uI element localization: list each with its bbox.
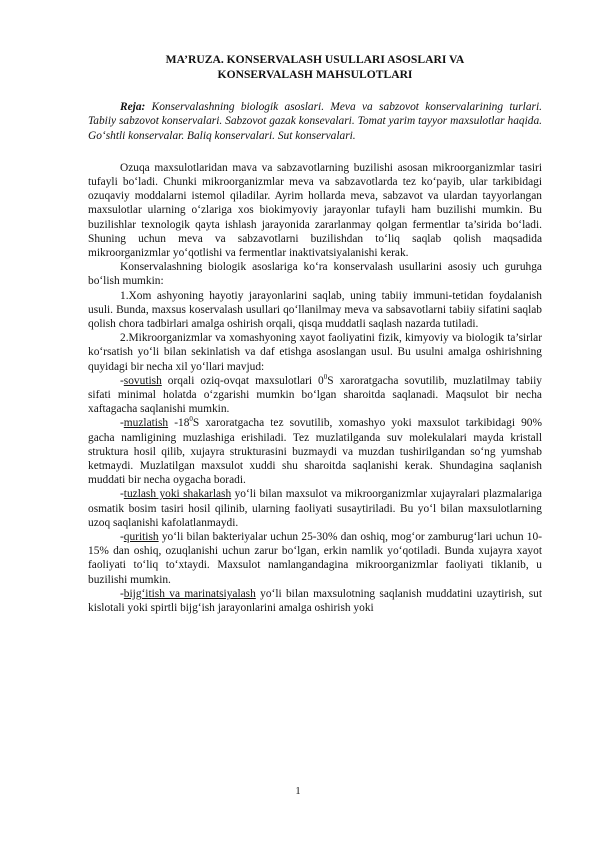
lecture-plan	[88, 100, 542, 143]
paragraph-method-2: 2.Mikroorganizmlar va xomashyoning xayot faoliyatini fizik, kimyoviy va biologik ta’sirlar ko‘rsatish yo‘li bilan sekinlatish va daf etishga asoslangan usul. Bu usulni amalga oshirishning quyidagi bir necha xil yo‘llari mavjud:	[88, 332, 542, 373]
dash: -	[120, 488, 124, 501]
paragraph-cooling	[88, 374, 542, 417]
term-freezing: muzlatish	[123, 417, 169, 430]
degree-sup: 0	[323, 373, 328, 382]
paragraph-fermenting	[88, 587, 542, 615]
fermenting-text: yo‘li bilan maxsulotning saqlanish muddatini uzaytirish, sut kislotali yoki spirtli bijg‘ish jarayonlarini amalga oshirish yoki	[88, 587, 542, 615]
plan-label: Reja:	[120, 101, 146, 114]
page-title	[88, 53, 542, 82]
dash: -	[120, 587, 124, 600]
title-line-1: MA’RUZA. KONSERVALASH USULLARI ASOSLARI VA	[165, 53, 465, 66]
page-number: 1	[295, 786, 301, 797]
plan-text: Konservalashning biologik asoslari. Meva va sabzovot konservalarining turlari. Tabiiy sabzovot konservalari. Sabzovot gazak konsevalari. Tomat yarim tayyor maxsulotlar haqida. Go‘shtli konservalar. Baliq konservalari. Sut konservalari.	[88, 101, 542, 142]
term-salting: tuzlash yoki shakarlash	[123, 488, 232, 501]
paragraph-method-1: 1.Xom ashyoning hayotiy jarayonlarini saqlab, uning tabiiy immuni-tetidan foydalanish usuli. Bunda, maxsus koservalash usullari qo‘llanilmay meva va sabsavotlarni tabiiy sifatini saqlab qolish chora tadbirlari amalga oshirish orqali, qisqa muddatli saqlash nazarda tutiladi.	[88, 289, 542, 331]
paragraph-drying	[88, 530, 542, 587]
paragraph-salting	[88, 487, 542, 530]
title-line-2: KONSERVALASH MAHSULOTLARI	[217, 67, 413, 81]
dash: -	[120, 374, 124, 387]
cooling-text-b: S xaroratgacha sovutilib, muzlatilmay tabiiy sifati minimal holatda o‘zgarishi mumkin bo‘lgan sharoitda saqlanadi. Maqsulot bir necha xaftagacha saqlanishi mumkin.	[88, 374, 542, 416]
degree-sup: 0	[189, 415, 193, 424]
freezing-text-a: -18	[174, 417, 190, 430]
term-fermenting: bijg‘itish va marinatsiyalash	[123, 587, 256, 600]
dash: -	[120, 417, 124, 430]
salting-text: yo‘li bilan maxsulot va mikroorganizmlar xujayralari plazmalariga osmatik bosim tasiri hosil qilinib, ularning faoliyati susaytiriladi. Bu yo‘l bilan maxsulotlarning uzoq saqlanishi kafolatlanmaydi.	[88, 488, 542, 529]
document-page	[88, 53, 542, 615]
paragraph-freezing	[88, 416, 542, 487]
drying-text: yo‘li bilan bakteriyalar uchun 25-30% dan oshiq, mog‘or zamburug‘lari uchun 10-15% dan oshiq, ozuqlanishi uchun zarur bo‘lgan, erkin namlik yo‘qotiladi. Bunda xujayra xayot faoliyati to‘liq to‘xtaydi. Maxsulot namlangandagina mikroorganizmlar faoliyati tiklanib, u buzilishi mumkin.	[88, 531, 542, 586]
cooling-text-a: orqali oziq-ovqat maxsulotlari 0	[167, 374, 324, 387]
freezing-text-b: S xaroratgacha tez sovutilib, xomashyo yoki maxsulot tarkibidagi 90% gacha namligining muzlashiga erishiladi. Tez muzlatilganda suv molekulalari mayda kristall struktura hosil qilib, xujayra strukturasini buzmaydi va muzdan tushirilgandan so‘ng yumshab ketmaydi. Muzlatilgan maxsulot xuddi shu sharoitda saqlanishi kerak. Shundagina saqlanish muddati bir necha oygacha boradi.	[88, 417, 542, 487]
term-drying: quritish	[123, 531, 159, 544]
paragraph-intro: Ozuqa maxsulotlaridan mava va sabzavotlarning buzilishi asosan mikroorganizmlar tasiri tufayli bo‘ladi. Chunki mikroorganizmlar meva va sabzavotlarda tez ko‘payib, ular tarkibidagi ozuqaviy moddalarni istemol qiladilar. Ayrim hollarda meva, sabzavot va ulardan tayyorlangan maxsulotlar ularning o‘zlariga xos biokimyoviy jarayonlar tufayli ham buzilishi mumkin. Bu buzilishlar texnologik qayta ishlash jarayonida zararlanmay qolgan fermentlar ta’sirida bo‘ladi. Shuning uchun meva va sabzavotlarni buzilishdan to‘liq saqlab qolish maqsadida mikroorganizmlar yo‘qotlishi va fermentlar inaktivatsiyalanishi kerak.	[88, 161, 542, 260]
dash: -	[120, 531, 124, 544]
term-cooling: sovutish	[123, 374, 162, 387]
paragraph-groups: Konservalashning biologik asoslariga ko‘ra konservalash usullarini asosiy uch guruhga bo‘lish mumkin:	[88, 261, 542, 288]
